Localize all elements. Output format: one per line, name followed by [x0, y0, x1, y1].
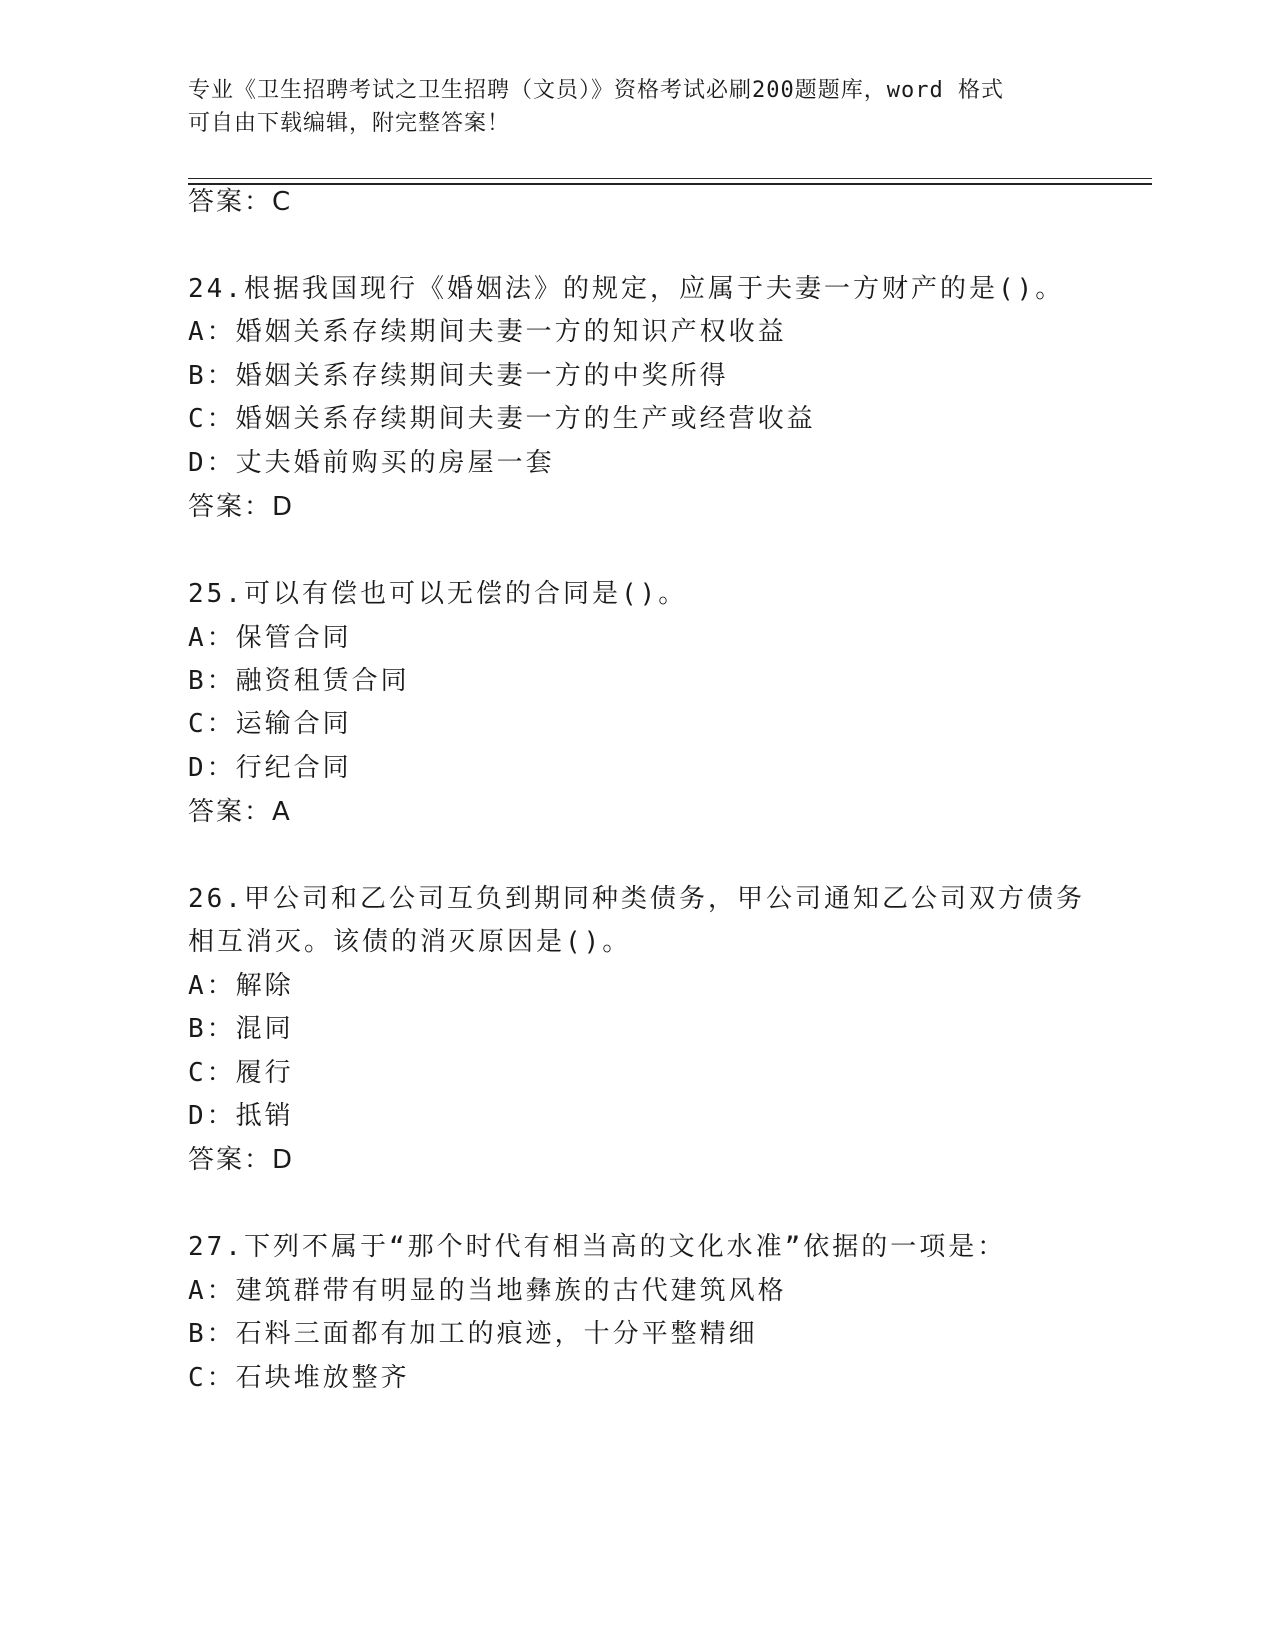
question-26-stem-line-2: 相互消灭。该债的消灭原因是()。	[188, 927, 632, 957]
question-26-option-a: A：解除	[188, 971, 294, 1001]
question-25-option-c: C：运输合同	[188, 709, 352, 739]
question-24-option-c: C：婚姻关系存续期间夫妻一方的生产或经营收益	[188, 404, 816, 434]
question-26-option-b: B：混同	[188, 1014, 294, 1044]
header-line-1: 专业《卫生招聘考试之卫生招聘（文员）》资格考试必刷200题题库，word 格式	[188, 78, 1004, 103]
question-25-option-d: D：行纪合同	[188, 753, 352, 783]
question-26-option-d: D：抵销	[188, 1101, 294, 1131]
question-25-stem: 25.可以有偿也可以无偿的合同是()。	[188, 579, 688, 609]
question-27-option-c: C：石块堆放整齐	[188, 1363, 410, 1393]
question-27-option-a: A：建筑群带有明显的当地彝族的古代建筑风格	[188, 1276, 787, 1306]
header-line-2: 可自由下载编辑，附完整答案！	[188, 111, 511, 136]
question-25-option-a: A：保管合同	[188, 623, 352, 653]
question-26-option-c: C：履行	[188, 1058, 294, 1088]
answer-26: 答案：D	[188, 1145, 295, 1175]
question-26-stem-line-1: 26.甲公司和乙公司互负到期同种类债务，甲公司通知乙公司双方债务	[188, 884, 1085, 914]
header-divider-thin	[188, 178, 1152, 179]
question-24-option-b: B：婚姻关系存续期间夫妻一方的中奖所得	[188, 361, 729, 391]
answer-23: 答案：C	[188, 187, 293, 217]
document-header	[188, 74, 1088, 140]
question-27-stem: 27.下列不属于“那个时代有相当高的文化水准”依据的一项是：	[188, 1232, 1007, 1262]
answer-25: 答案：A	[188, 797, 292, 827]
question-25-option-b: B：融资租赁合同	[188, 666, 410, 696]
question-27-option-b: B：石料三面都有加工的痕迹，十分平整精细	[188, 1319, 758, 1349]
question-24-option-d: D：丈夫婚前购买的房屋一套	[188, 448, 555, 478]
question-24-option-a: A：婚姻关系存续期间夫妻一方的知识产权收益	[188, 317, 787, 347]
header-divider-thick	[188, 183, 1152, 185]
question-24-stem: 24.根据我国现行《婚姻法》的规定，应属于夫妻一方财产的是()。	[188, 274, 1065, 304]
answer-24: 答案：D	[188, 492, 295, 522]
